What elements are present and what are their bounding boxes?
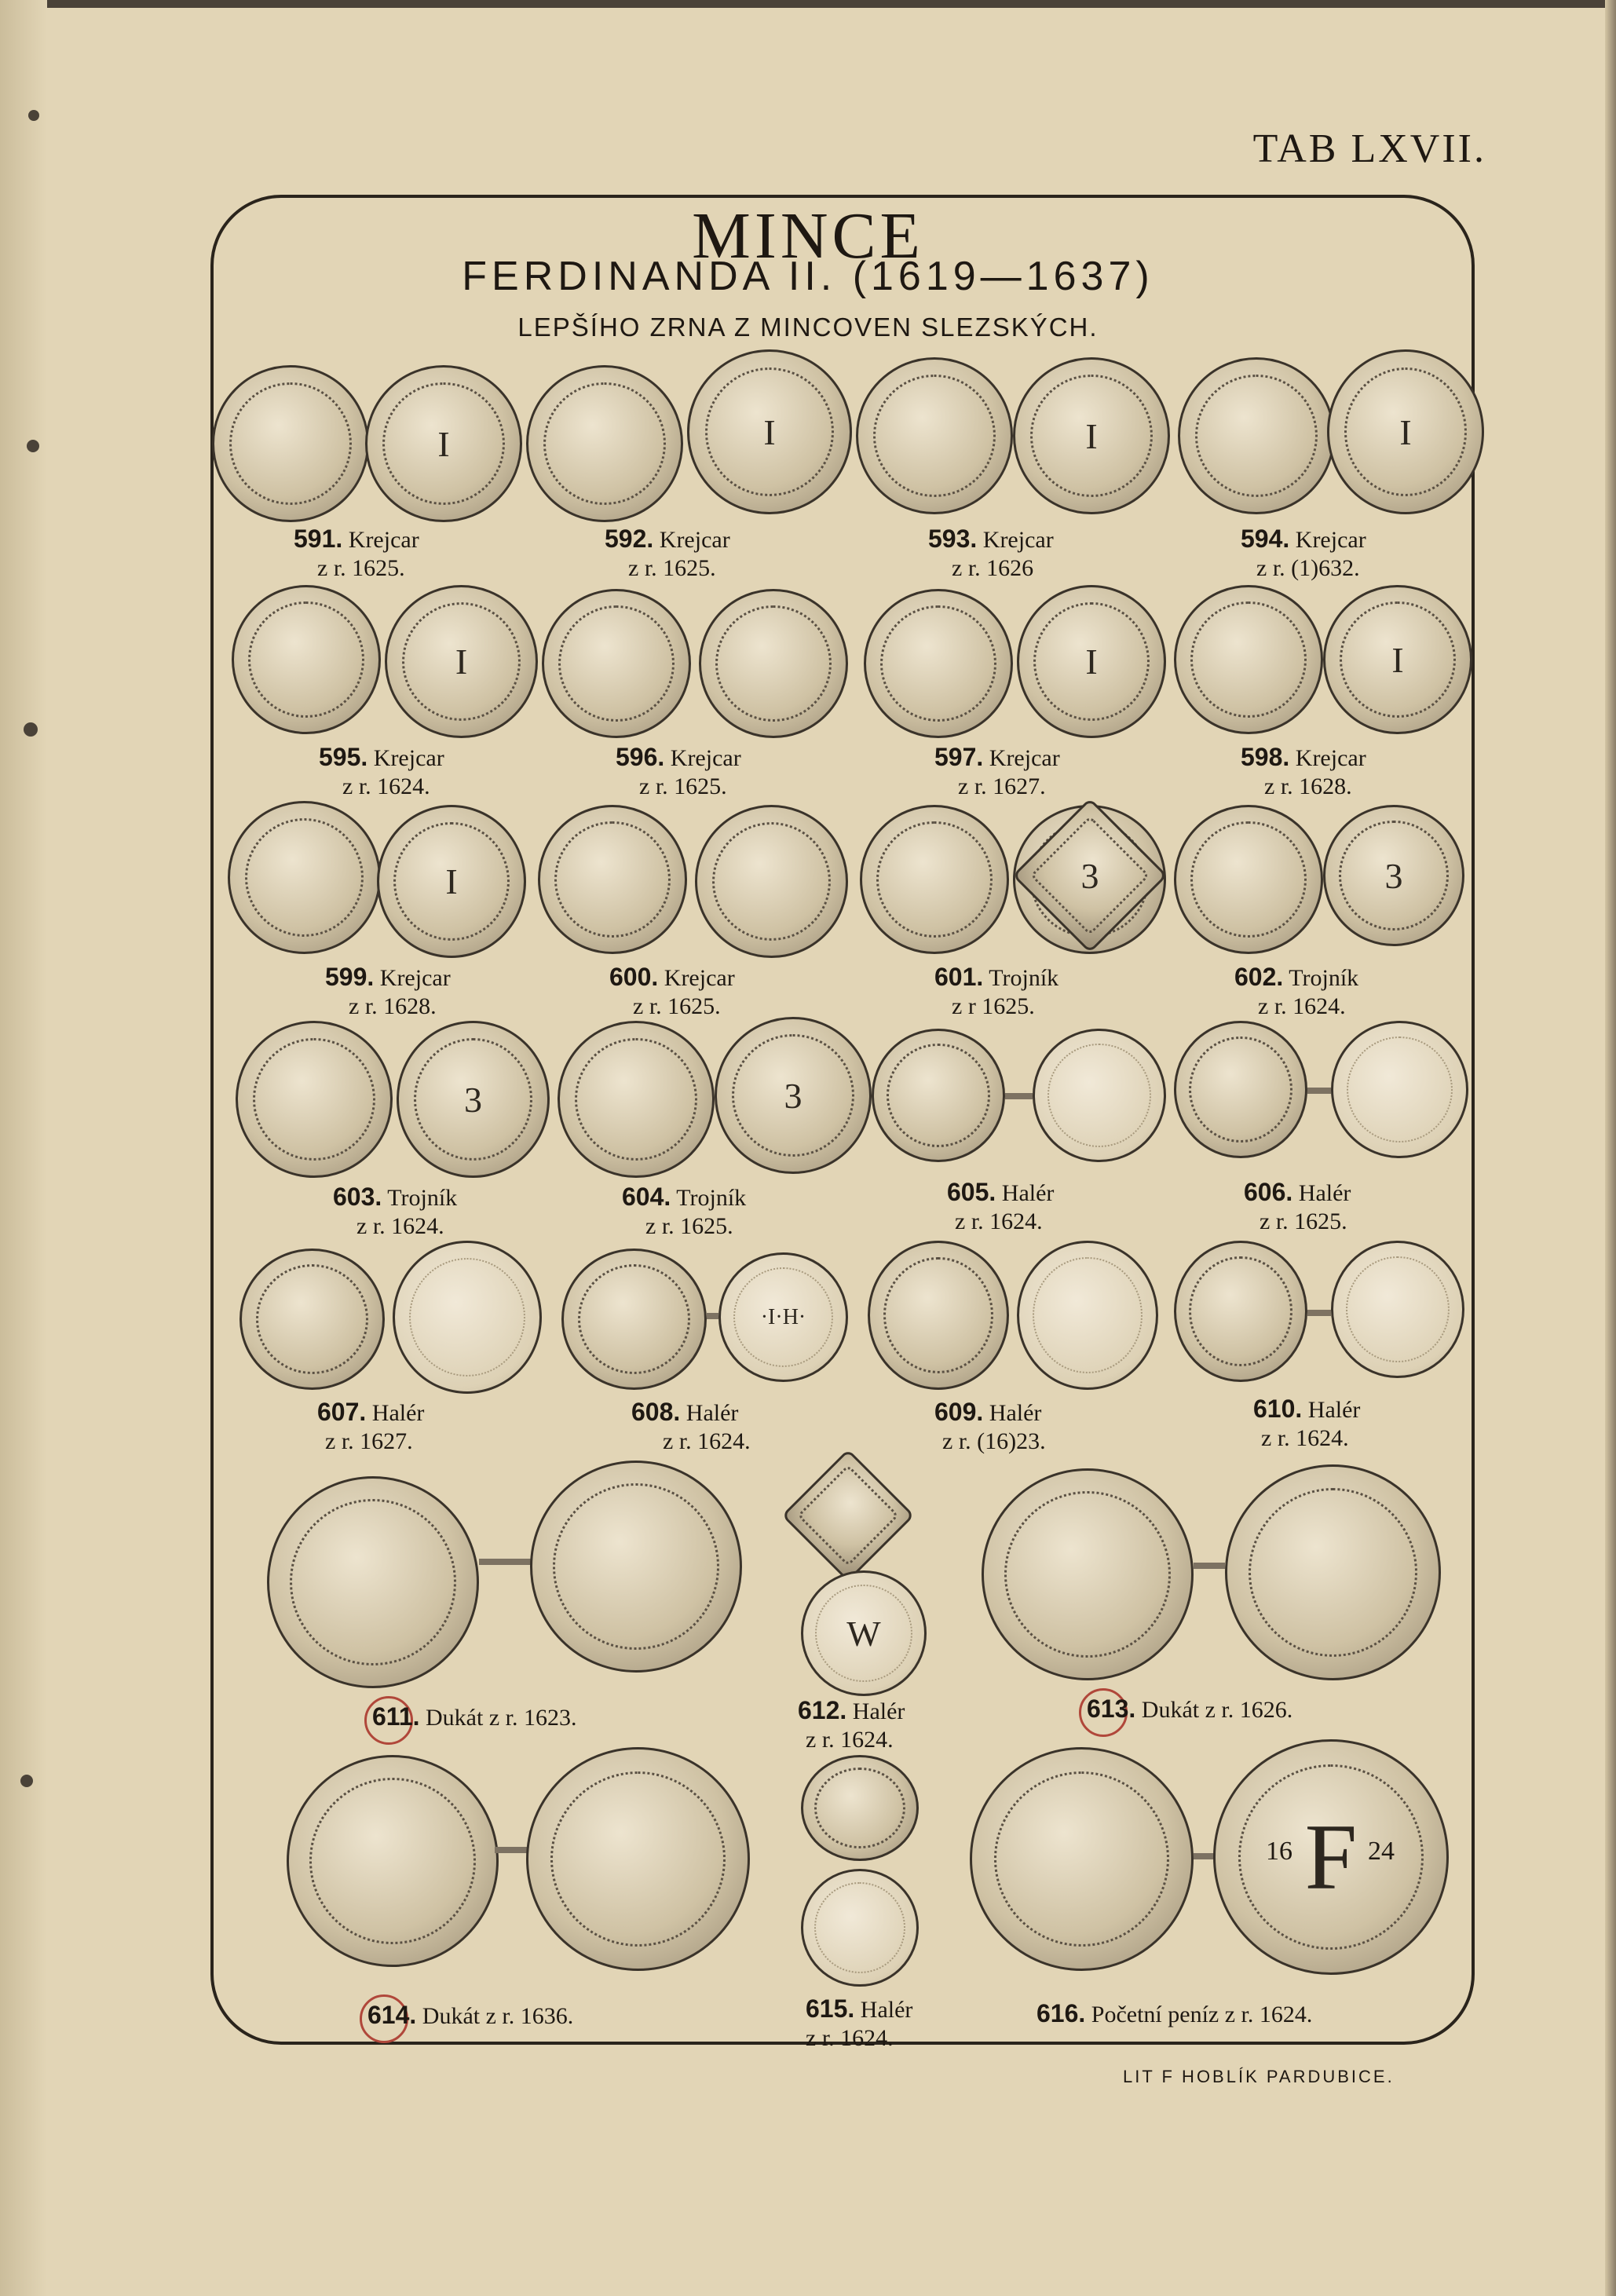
coin-599-obverse bbox=[228, 801, 381, 954]
scan-right-edge bbox=[1605, 0, 1616, 2296]
coin-595-reverse-mark: I bbox=[455, 642, 468, 682]
coin-606-obverse bbox=[1174, 1021, 1307, 1158]
coin-613-obverse bbox=[982, 1468, 1194, 1680]
coin-609-obverse bbox=[868, 1241, 1009, 1390]
coin-594-obverse bbox=[1178, 357, 1335, 514]
page-gutter-shadow bbox=[0, 0, 47, 2296]
coin-596-obverse bbox=[542, 589, 691, 738]
caption-596: 596. Krejcar z r. 1625. bbox=[616, 743, 741, 799]
margin-speck bbox=[27, 440, 39, 452]
coin-607-obverse bbox=[239, 1249, 385, 1390]
caption-615: 615. Halér z r. 1624. bbox=[806, 1994, 913, 2051]
caption-608: 608. Halér z r. 1624. bbox=[631, 1398, 751, 1454]
coin-608-obverse bbox=[561, 1249, 707, 1390]
caption-616: 616. Početní peníz z r. 1624. bbox=[1037, 1999, 1313, 2027]
caption-613: 613. Dukát z r. 1626. bbox=[1087, 1695, 1293, 1723]
coin-596-reverse bbox=[699, 589, 848, 738]
coin-612-reverse bbox=[801, 1570, 927, 1696]
coin-591-obverse bbox=[212, 365, 369, 522]
coin-597-obverse bbox=[864, 589, 1013, 738]
coin-608-reverse-mark: ·I·H· bbox=[760, 1304, 806, 1329]
plate-subtitle: FERDINANDA II. (1619—1637) bbox=[462, 254, 1154, 299]
coin-604-obverse bbox=[558, 1021, 715, 1178]
coin-593-reverse bbox=[1013, 357, 1170, 514]
caption-601: 601. Trojník z r 1625. bbox=[934, 963, 1059, 1019]
caption-610: 610. Halér z r. 1624. bbox=[1253, 1395, 1361, 1451]
coin-594-reverse-mark: I bbox=[1399, 411, 1412, 452]
coin-612-reverse-mark: W bbox=[846, 1613, 881, 1654]
coin-595-obverse bbox=[232, 585, 381, 734]
coin-605-reverse bbox=[1033, 1029, 1166, 1162]
coin-607-reverse bbox=[393, 1241, 542, 1394]
coin-599-reverse-mark: I bbox=[445, 861, 458, 901]
coin-598-reverse-mark: I bbox=[1391, 639, 1404, 680]
plate-number: TAB LXVII. bbox=[1252, 126, 1486, 171]
coin-602-reverse bbox=[1323, 805, 1464, 946]
plate-subtitle-mints: LEPŠÍHO ZRNA Z MINCOVEN SLEZSKÝCH. bbox=[517, 313, 1099, 342]
plate-title: MINCE bbox=[692, 199, 924, 272]
coin-605-obverse bbox=[872, 1029, 1005, 1162]
coin-594-reverse bbox=[1327, 349, 1484, 514]
caption-594: 594. Krejcar z r. (1)632. bbox=[1241, 525, 1366, 581]
caption-598: 598. Krejcar z r. 1628. bbox=[1241, 743, 1366, 799]
caption-593: 593. Krejcar z r. 1626 bbox=[928, 525, 1054, 581]
scan-top-edge bbox=[0, 0, 1616, 8]
coin-602-obverse bbox=[1174, 805, 1323, 954]
coin-605-connector bbox=[1005, 1093, 1033, 1099]
coin-603-obverse bbox=[236, 1021, 393, 1178]
caption-614: 614. Dukát z r. 1636. bbox=[367, 2001, 574, 2029]
caption-599: 599. Krejcar z r. 1628. bbox=[325, 963, 451, 1019]
coin-608-reverse bbox=[718, 1252, 848, 1382]
coin-616-obverse bbox=[970, 1747, 1194, 1971]
coin-598-obverse bbox=[1174, 585, 1323, 734]
coin-606-connector bbox=[1307, 1088, 1331, 1094]
coin-600-reverse bbox=[695, 805, 848, 958]
coin-611-obverse bbox=[267, 1476, 479, 1688]
coin-602-reverse-mark: 3 bbox=[1384, 855, 1403, 896]
coin-610-connector bbox=[1307, 1310, 1331, 1316]
caption-605: 605. Halér z r. 1624. bbox=[947, 1178, 1055, 1234]
coin-592-reverse bbox=[687, 349, 852, 514]
coin-592-obverse bbox=[526, 365, 683, 522]
caption-591: 591. Krejcar z r. 1625. bbox=[294, 525, 419, 581]
coin-601-obverse bbox=[860, 805, 1009, 954]
caption-609: 609. Halér z r. (16)23. bbox=[934, 1398, 1046, 1454]
caption-604: 604. Trojník z r. 1625. bbox=[622, 1183, 747, 1239]
coin-604-reverse bbox=[715, 1017, 872, 1174]
caption-595: 595. Krejcar z r. 1624. bbox=[319, 743, 444, 799]
coin-616-year-right: 24 bbox=[1368, 1837, 1395, 1866]
coin-611-connector bbox=[479, 1559, 534, 1565]
coin-616-reverse-mark: F bbox=[1304, 1804, 1358, 1909]
coin-613-connector bbox=[1194, 1563, 1225, 1569]
coin-595-reverse bbox=[385, 585, 538, 738]
coin-598-reverse bbox=[1323, 585, 1472, 734]
lithographer-credit: LIT F HOBLÍK PARDUBICE. bbox=[1123, 2067, 1395, 2086]
coin-603-reverse-mark: 3 bbox=[464, 1079, 482, 1120]
coin-593-obverse bbox=[856, 357, 1013, 514]
caption-602: 602. Trojník z r. 1624. bbox=[1234, 963, 1359, 1019]
caption-607: 607. Halér z r. 1627. bbox=[317, 1398, 425, 1454]
coin-600-obverse bbox=[538, 805, 687, 954]
margin-speck bbox=[20, 1775, 33, 1787]
coin-611-reverse bbox=[530, 1461, 742, 1673]
coin-591-reverse-mark: I bbox=[437, 423, 450, 464]
caption-612: 612. Halér z r. 1624. bbox=[798, 1696, 905, 1753]
coin-610-obverse bbox=[1174, 1241, 1307, 1382]
coin-597-reverse-mark: I bbox=[1085, 642, 1098, 682]
coin-603-reverse bbox=[397, 1021, 550, 1178]
caption-606: 606. Halér z r. 1625. bbox=[1244, 1178, 1351, 1234]
caption-597: 597. Krejcar z r. 1627. bbox=[934, 743, 1060, 799]
coin-614-reverse bbox=[526, 1747, 750, 1971]
coin-601-reverse-mark: 3 bbox=[1080, 855, 1099, 896]
coin-606-reverse bbox=[1331, 1021, 1468, 1158]
coin-610-reverse bbox=[1331, 1241, 1464, 1378]
coin-613-reverse bbox=[1225, 1464, 1441, 1680]
coin-608-connector bbox=[707, 1313, 718, 1319]
coin-592-reverse-mark: I bbox=[763, 411, 776, 452]
coin-615-obverse bbox=[801, 1755, 919, 1861]
coin-599-reverse bbox=[377, 805, 526, 958]
caption-592: 592. Krejcar z r. 1625. bbox=[605, 525, 730, 581]
margin-speck bbox=[24, 722, 38, 737]
coin-604-reverse-mark: 3 bbox=[784, 1075, 803, 1116]
margin-speck bbox=[28, 110, 39, 121]
caption-603: 603. Trojník z r. 1624. bbox=[333, 1183, 458, 1239]
coin-614-obverse bbox=[287, 1755, 499, 1967]
coin-615-reverse bbox=[801, 1869, 919, 1987]
coin-609-reverse bbox=[1017, 1241, 1158, 1390]
coin-597-reverse bbox=[1017, 585, 1166, 738]
coin-593-reverse-mark: I bbox=[1085, 415, 1098, 456]
caption-600: 600. Krejcar z r. 1625. bbox=[609, 963, 735, 1019]
coin-591-reverse bbox=[365, 365, 522, 522]
caption-611: 611. Dukát z r. 1623. bbox=[372, 1702, 577, 1731]
coin-616-year-left: 16 bbox=[1266, 1837, 1292, 1866]
